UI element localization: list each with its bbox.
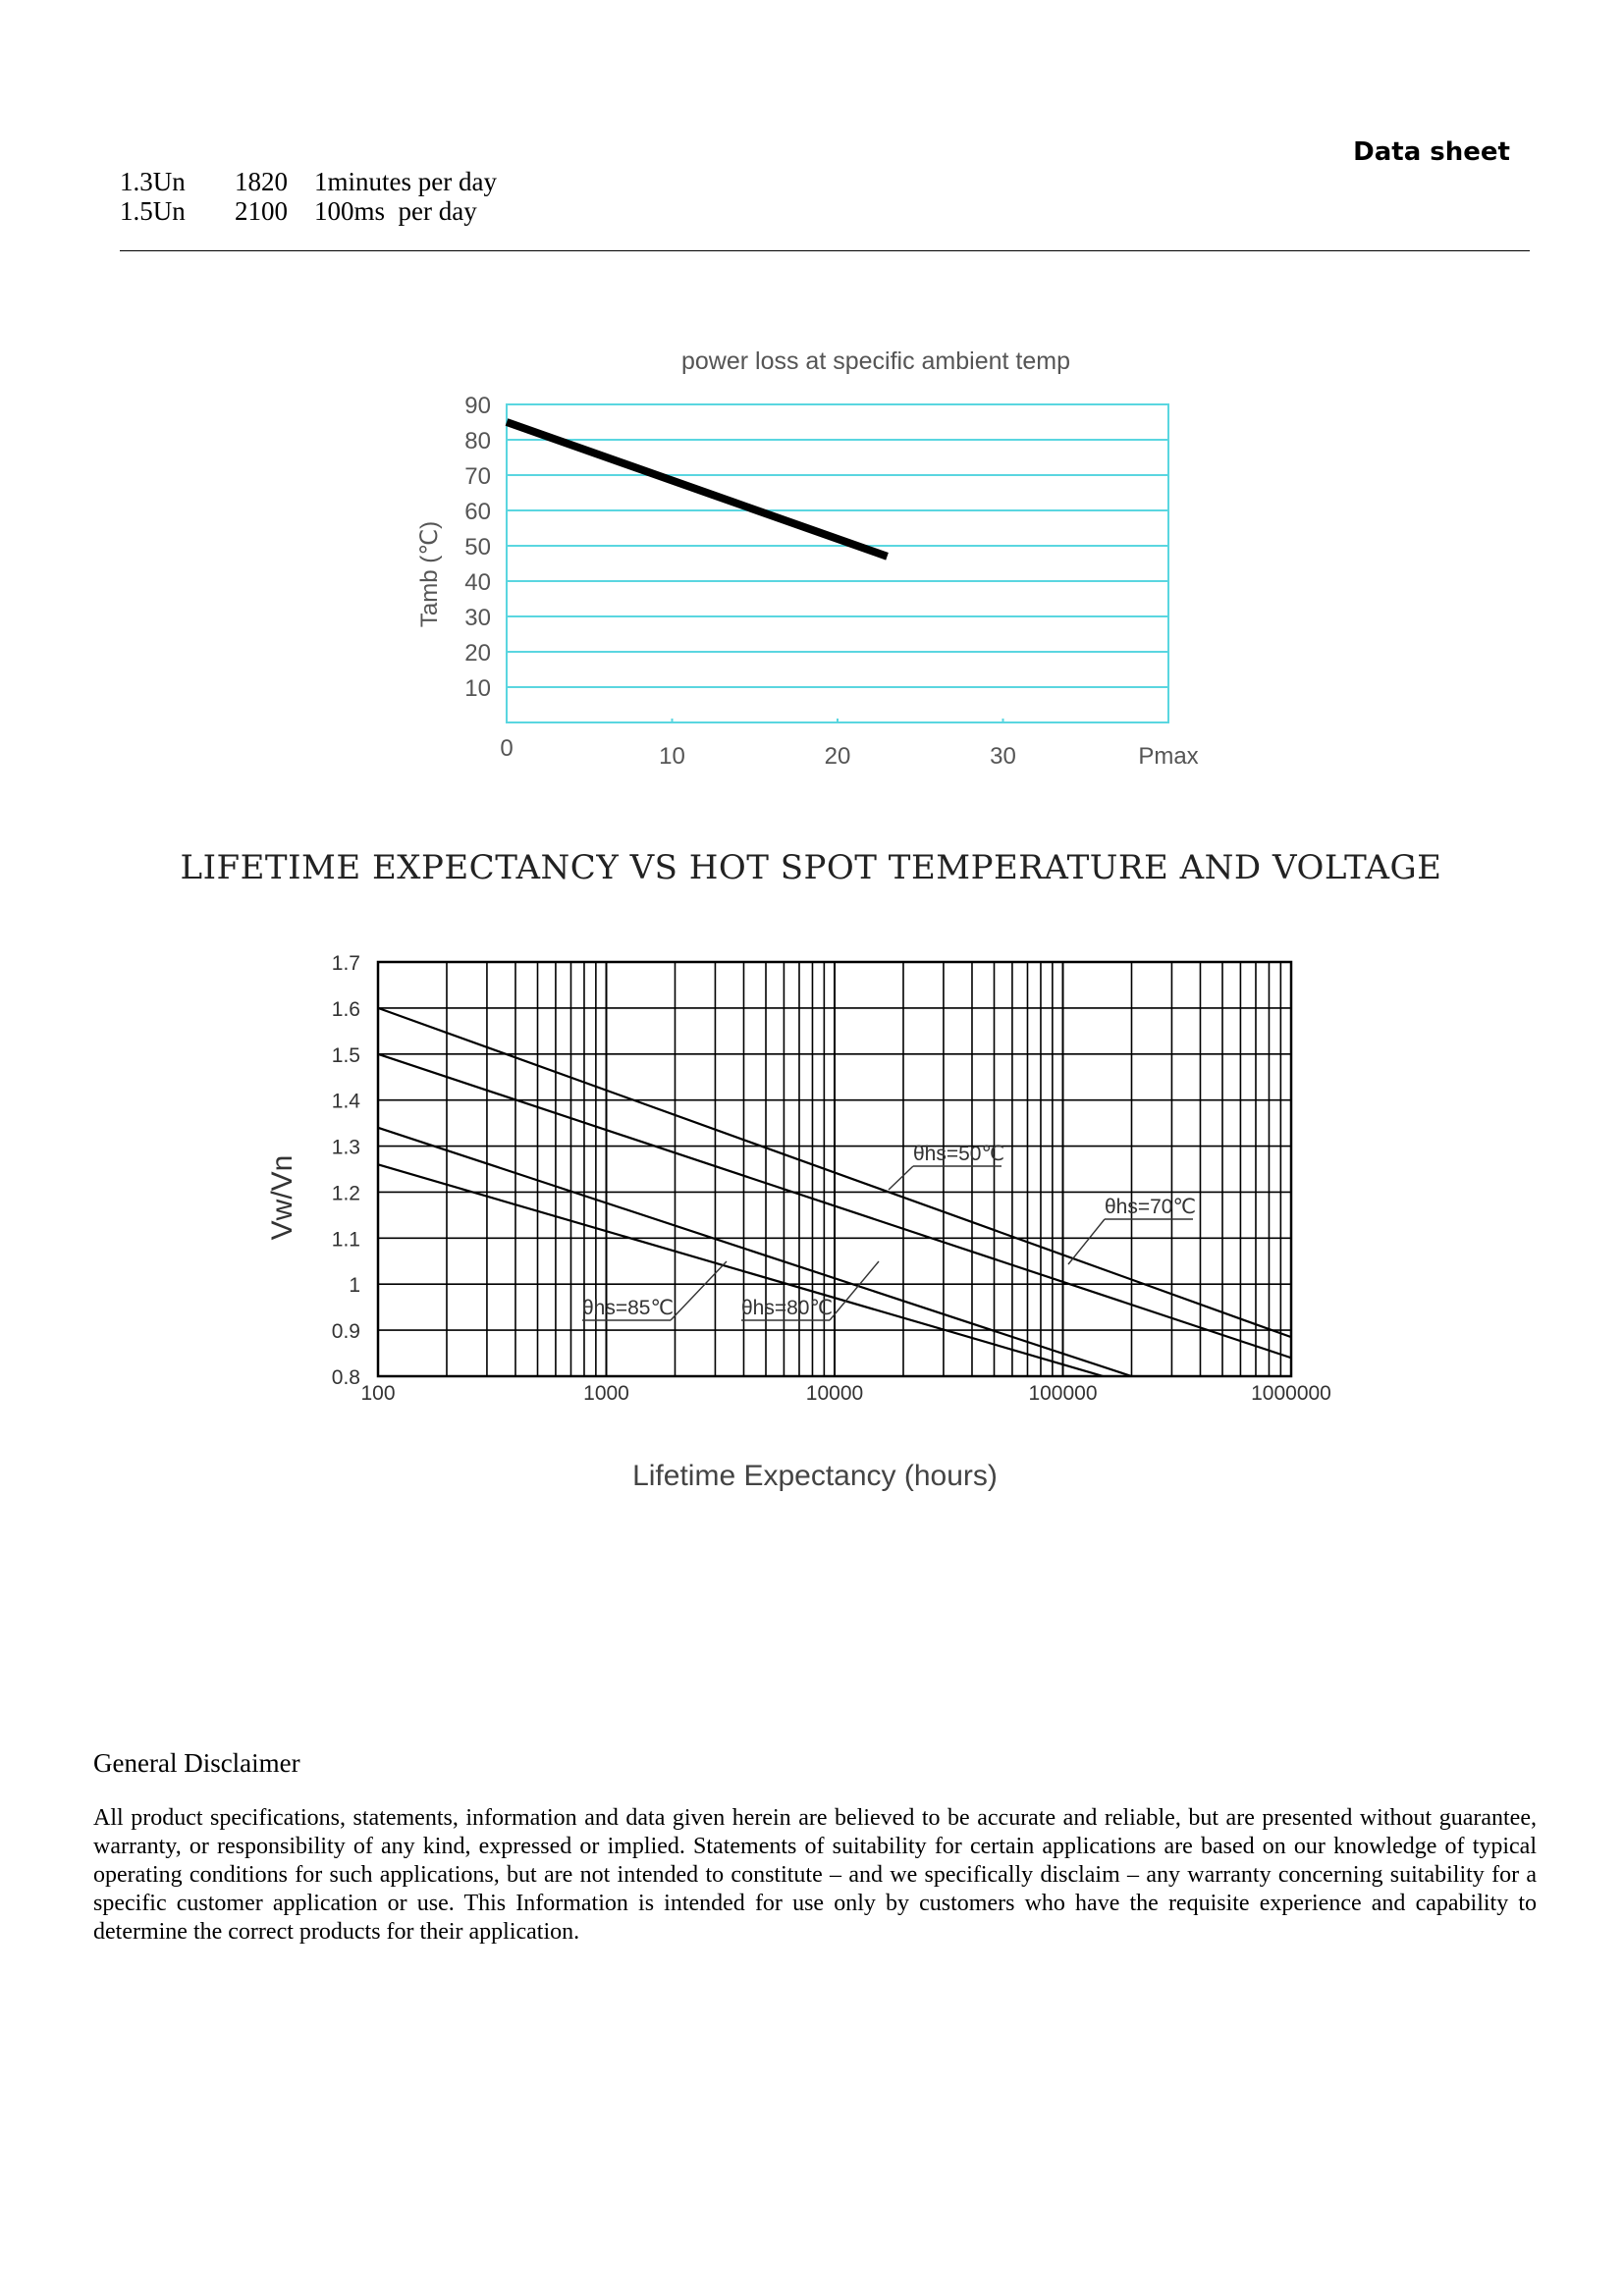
- y-tick-label: 1.5: [331, 1043, 360, 1067]
- y-tick-labels: [332, 952, 361, 1389]
- x-tick-label: 10: [659, 743, 685, 770]
- series-label: θhs=85℃: [582, 1297, 675, 1319]
- y-tick-label: 50: [464, 534, 491, 561]
- y-tick-label: 60: [464, 499, 491, 525]
- y-tick-label: 20: [464, 640, 491, 667]
- chart-title: power loss at specific ambient temp: [680, 347, 1071, 375]
- document-header-title: Data sheet: [1353, 137, 1510, 167]
- chart-title: LIFETIME EXPECTANCY VS HOT SPOT TEMPERATURE AND VOLTAGE: [180, 848, 1442, 887]
- series-label: θhs=50℃: [913, 1143, 1005, 1165]
- power-loss-chart: [0, 0, 1624, 805]
- chart-series: [507, 422, 888, 557]
- y-tick-label: 1.3: [331, 1136, 360, 1159]
- disclaimer-title: General Disclaimer: [93, 1748, 300, 1778]
- y-tick-label: 10: [464, 675, 491, 702]
- series-label: θhs=80℃: [741, 1297, 834, 1319]
- x-tick-label: 10000: [805, 1382, 864, 1405]
- voltage-value: 1820: [235, 167, 288, 196]
- chart-grid: [507, 404, 1168, 722]
- x-tick-label: 20: [824, 743, 851, 770]
- disclaimer-body: All product specifications, statements, information and data given herein are believed to be accurate and reliable, but are presented without guarantee, warranty, or responsibility of any kind, expressed or implied. Statements of suitability for certain applications are based on our knowledge of typical operating conditions for such applications, but are not intended to constitute – and we specifically disclaim – any warranty concerning suitability for a specific customer application or use. This Information is intended for use only by customers who have the requisite experience and capability to determine the correct products for their application.: [93, 1805, 1537, 1945]
- voltage-level: 1.3Un: [120, 167, 186, 196]
- x-tick-labels: [500, 719, 1198, 770]
- x-tick-label: 100000: [1028, 1382, 1098, 1405]
- x-tick-labels: [360, 1382, 1330, 1405]
- x-axis-label: Lifetime Expectancy (hours): [632, 1460, 998, 1492]
- x-tick-label: 30: [990, 743, 1016, 770]
- y-axis-label: Tamb (℃): [416, 520, 443, 628]
- y-tick-label: 40: [464, 569, 491, 596]
- series-line: [507, 422, 888, 557]
- y-tick-label: 1.7: [331, 952, 360, 975]
- series-line: [378, 1128, 1131, 1376]
- x-tick-label: 1000000: [1251, 1382, 1331, 1405]
- y-tick-label: 0.8: [331, 1366, 360, 1389]
- voltage-value: 2100: [235, 196, 288, 226]
- y-tick-label: 80: [464, 428, 491, 454]
- voltage-duration: 100ms per day: [314, 196, 477, 226]
- y-tick-label: 1.1: [331, 1228, 360, 1252]
- leader-line: [671, 1261, 727, 1320]
- y-tick-label: 1.2: [331, 1182, 360, 1205]
- y-axis-label: Vw/Vn: [266, 1154, 298, 1241]
- y-tick-label: 70: [464, 463, 491, 490]
- x-tick-label: 0: [500, 735, 514, 762]
- y-tick-label: 90: [464, 393, 491, 419]
- voltage-duration: 1minutes per day: [314, 167, 497, 196]
- y-tick-label: 1.4: [331, 1090, 360, 1113]
- lifetime-expectancy-chart: [0, 825, 1624, 1531]
- leader-line: [889, 1166, 913, 1190]
- y-tick-label: 1: [349, 1274, 360, 1298]
- plot-frame: [507, 404, 1168, 722]
- y-tick-labels: [464, 393, 491, 702]
- y-tick-label: 0.9: [331, 1320, 360, 1344]
- y-tick-label: 30: [464, 605, 491, 631]
- x-tick-label: Pmax: [1138, 743, 1199, 770]
- leader-line: [1068, 1219, 1105, 1264]
- voltage-level: 1.5Un: [120, 196, 186, 226]
- y-tick-label: 1.6: [331, 997, 360, 1021]
- series-label: θhs=70℃: [1105, 1196, 1197, 1218]
- x-tick-label: 1000: [583, 1382, 629, 1405]
- x-tick-label: 100: [360, 1382, 396, 1405]
